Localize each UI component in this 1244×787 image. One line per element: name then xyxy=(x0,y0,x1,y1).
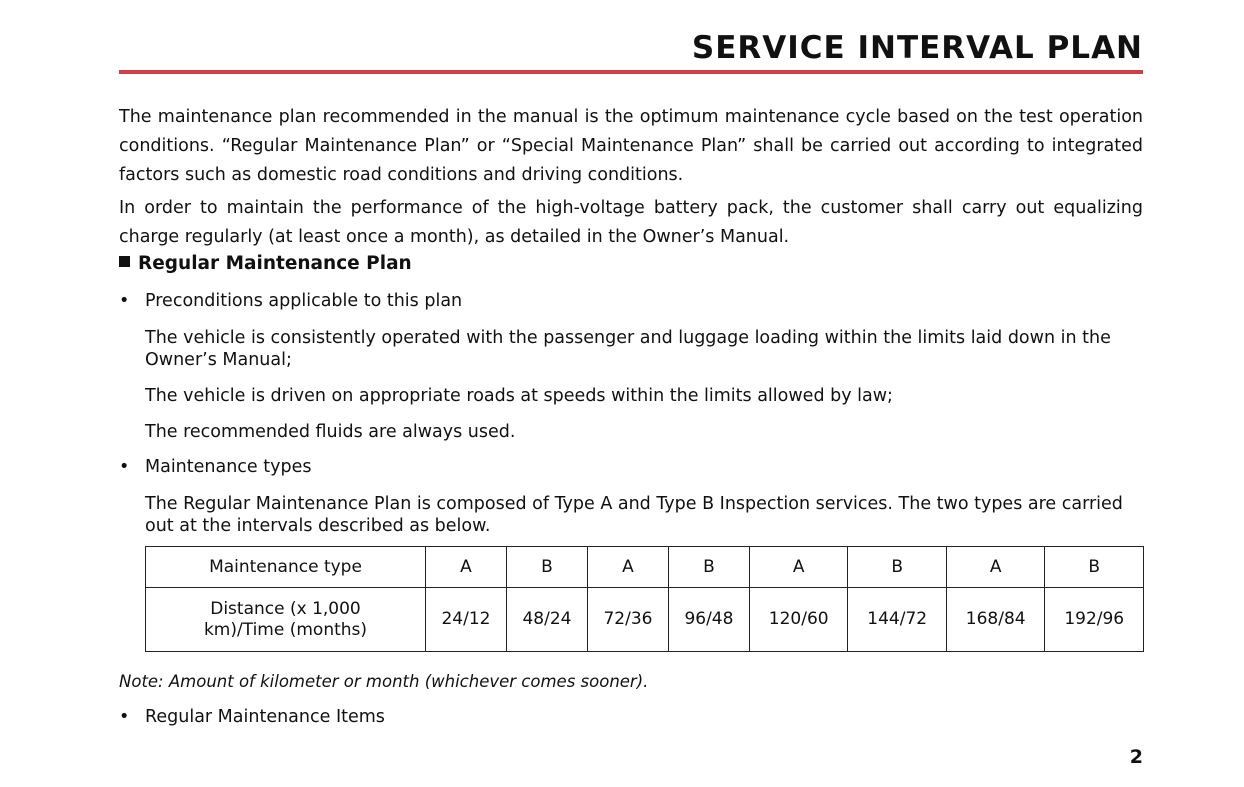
page-number: 2 xyxy=(1129,746,1143,768)
bullet-icon: • xyxy=(119,707,130,727)
bullet-icon: • xyxy=(119,291,130,311)
type-cell: B xyxy=(848,547,947,588)
table-row-types xyxy=(146,547,1144,588)
title-underline xyxy=(119,70,1143,74)
type-cell: A xyxy=(587,547,668,588)
row-header-type: Maintenance type xyxy=(146,547,426,588)
intro-paragraph-2: In order to maintain the performance of the high-voltage battery pack, the customer shall carry out equalizing charge regularly (at least once a month), as detailed in the Owner’s Manual. xyxy=(119,198,1143,247)
types-description: The Regular Maintenance Plan is composed of Type A and Type B Inspection services. The two types are carried out at the intervals described as below. xyxy=(145,494,1123,536)
type-cell: B xyxy=(1045,547,1144,588)
interval-cell: 96/48 xyxy=(668,588,749,652)
interval-cell: 192/96 xyxy=(1045,588,1144,652)
type-cell: B xyxy=(668,547,749,588)
interval-cell: 48/24 xyxy=(506,588,587,652)
page-title: SERVICE INTERVAL PLAN xyxy=(691,30,1143,66)
table-row-intervals xyxy=(146,588,1144,652)
type-cell: B xyxy=(506,547,587,588)
bullet-icon: • xyxy=(119,457,130,477)
intro-paragraph-1: The maintenance plan recommended in the manual is the optimum maintenance cycle based on the test operation conditions. “Regular Maintenance Plan” or “Special Maintenance Plan” shall be carried out according to integrated factors such as domestic road conditions and driving conditions. xyxy=(119,107,1143,185)
bullet-regular-items: • Regular Maintenance Items xyxy=(119,707,385,727)
condition-1: The vehicle is consistently operated with the passenger and luggage loading within the limits laid down in the Owner’s Manual; xyxy=(145,328,1111,370)
interval-cell: 144/72 xyxy=(848,588,947,652)
section-heading: Regular Maintenance Plan xyxy=(119,253,412,274)
bullet-maintenance-types: • Maintenance types xyxy=(119,457,312,477)
condition-2: The vehicle is driven on appropriate roads at speeds within the limits allowed by law; xyxy=(145,386,893,406)
type-cell: A xyxy=(946,547,1045,588)
table-note: Note: Amount of kilometer or month (whichever comes sooner). xyxy=(119,672,649,691)
bullet-preconditions: • Preconditions applicable to this plan xyxy=(119,291,463,311)
type-cell: A xyxy=(749,547,848,588)
interval-cell: 120/60 xyxy=(749,588,848,652)
square-bullet-icon xyxy=(119,256,130,267)
interval-cell: 72/36 xyxy=(587,588,668,652)
interval-cell: 168/84 xyxy=(946,588,1045,652)
condition-3: The recommended fluids are always used. xyxy=(145,422,516,442)
type-cell: A xyxy=(426,547,507,588)
interval-cell: 24/12 xyxy=(426,588,507,652)
row-header-distance: Distance (x 1,000 km)/Time (months) xyxy=(146,588,426,652)
maintenance-interval-table xyxy=(145,546,1144,652)
